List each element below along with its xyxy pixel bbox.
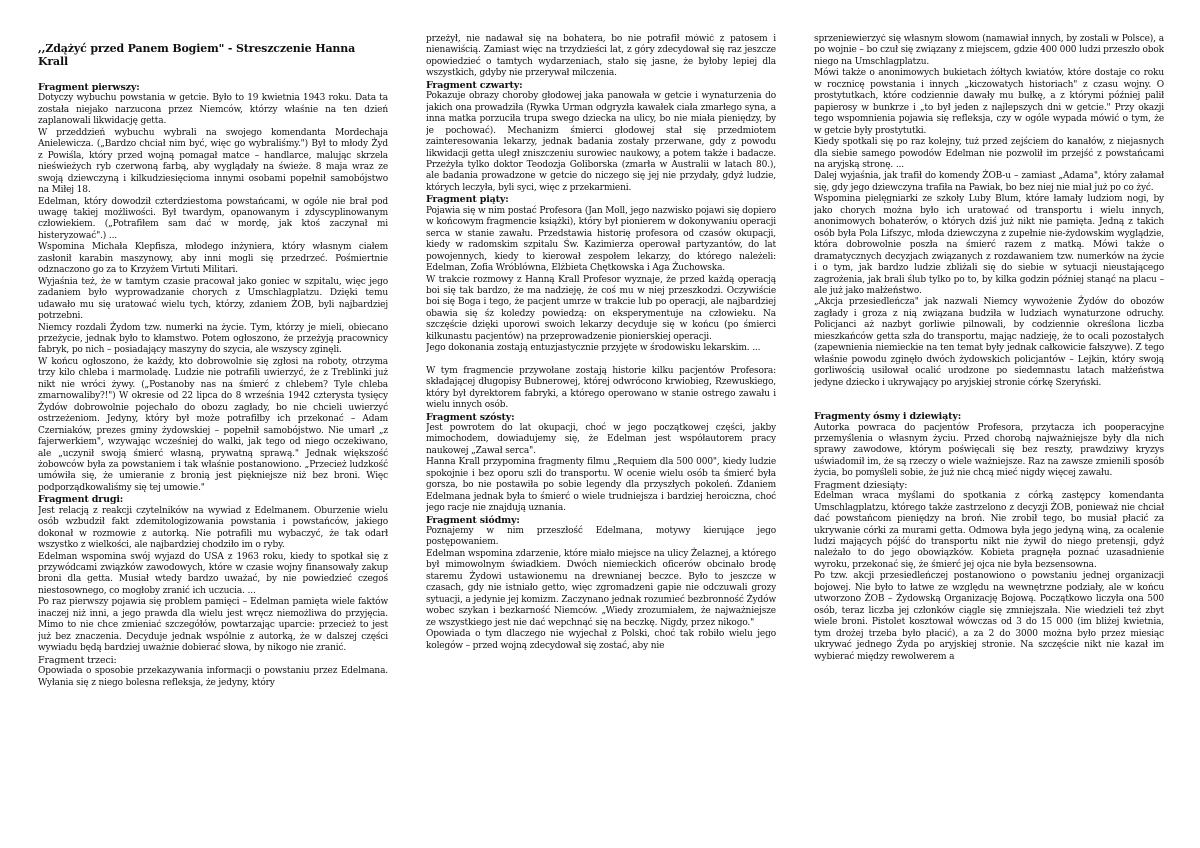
paragraph: W trakcie rozmowy z Hanną Krall Profesor wyznaje, że przed każdą operacją boi się tak bardzo, że ma nadzieję, że coś mu w niej przeszkodzi. Oczywiście boi się Boga i tego, że pacjent umrze w trakcie lub po operacji, ale najbardziej obawia się śz koledzy powiedzą: on eksperymentuje na człowieku. Na szczęście dzięki uporowi swoich lekarzy decyduje się w końcu (po śmierci kilkunastu pacjentów) na przeprowadzenie pionierskiej operacji.: [426, 274, 776, 342]
paragraph: Wspomina pielęgniarki ze szkoły Luby Blum, które łamały ludziom nogi, by jako chorych można było ich uratować od transportu i wielu innych, anonimowych bohaterów, o których dziś już nikt nie pamięta. Jedną z takich osób była Pola Lifszyc, młoda dziewczyna z zupełnie nie-żydowskim wyglądzie, która dobrowolnie poszła na śmierć razem z matką. Mówi także o dramatycznych decyzjach związanych z rozdawaniem tzw. numerków na życie i o tym, jak bardzo ludzie zbliżali się do siebie w sytuacji nieustającego zagrożenia, jak brali ślub tylko po to, by kilka godzin później stanąć na placu – ale już jako małżeństwo.: [814, 194, 1164, 296]
column-3: [814, 34, 1164, 834]
paragraph: Niemcy rozdali Żydom tzw. numerki na życie. Tym, którzy je mieli, obiecano przeżycie, jednak było to kłamstwo. Potem ogłoszono, że przeżyją pracownicy fabryk, po nich – posiadający maszyny do szycia, ale wszyscy zginęli.: [38, 322, 388, 356]
paragraph: Poznajemy w nim przeszłość Edelmana, motywy kierujące jego postępowaniem.: [426, 526, 776, 548]
section-heading: Fragmenty ósmy i dziewiąty:: [814, 411, 962, 423]
column-1: [38, 38, 388, 838]
paragraph: W przeddzień wybuchu wybrali na swojego komendanta Mordechaja Anielewicza. („Bardzo chciał nim być, więc go wybraliśmy.") Był to młody Żyd z Powiśla, który przed wojną pomagał matce – handlarce, malując skrzela nieświeżych ryb czerwoną farbą, aby wyglądały na świeże. 8 maja wraz ze swoją dziewczyną i kilkudziesięcioma innymi osobami popełnił samobójstwo na Miłej 18.: [38, 127, 388, 196]
section-heading: Fragment dziesiąty:: [814, 479, 908, 491]
column-2-body: [426, 34, 776, 652]
paragraph: Wyjaśnia też, że w tamtym czasie pracował jako goniec w szpitalu, więc jego zadaniem było wyprowadzanie chorych z Umschlagplatzu. Dzięki temu udawało mu się uratować wielu tych, którzy, zdaniem ŻOB, byli najbardziej potrzebni.: [38, 276, 388, 322]
paragraph: Wspomina Michała Klepfisza, młodego inżyniera, który własnym ciałem zasłonił karabin maszynowy, aby inni mogli się przedrzeć. Pośmiertnie odznaczono go za to Krzyżem Virtuti Militari.: [38, 242, 388, 276]
paragraph: „Akcja przesiedleńcza" jak nazwali Niemcy wywożenie Żydów do obozów zagłady i groza z nią związana budziła w ludziach wynaturzone odruchy. Policjanci aż nazbyt gorliwie pilnowali, by codziennie określona liczba mieszkańców getta szła do transportu, mając nadzieję, że to ocali pozostałych (zapewnienia niemieckie na ten temat były jednak całkowicie fałszywe). Z tego właśnie powodu zginęło dwóch żydowskich policjantów – Lejkin, który swoją gorliwością usiłował ocalić urodzone po siedemnastu latach małżeństwa jedyne dziecko i ukrywający po aryjskiej stronie córkę Szeryński.: [814, 297, 1164, 388]
paragraph: Jego dokonania zostają entuzjastycznie przyjęte w środowisku lekarskim. ...: [426, 343, 761, 354]
paragraph: Pojawia się w nim postać Profesora (Jan Moll, jego nazwisko pojawi się dopiero w końcowym fragmencie książki), który był pionierem w dokonywaniu operacji serca w stanie zawału. Przedstawia historię profesora od czasów okupacji, kiedy w radomskim szpitalu Św. Kazimierza operował partyzantów, do lat powojennych, kiedy to kierował zespołem lekarzy, do którego należeli: Edelman, Zofia Wróblówna, Elżbieta Chętkowska i Aga Żuchowska.: [426, 205, 776, 274]
paragraph: Pokazuje obrazy choroby głodowej jaka panowała w getcie i wynaturzenia do jakich ona prowadziła (Rywka Urman odgryzła kawałek ciała zmarłego syna, a inna matka porzuciła trupa swego dziecka na ulicy, bo nie miała pieniędzy, by je pochować). Mechanizm śmierci głodowej stał się przedmiotem zainteresowania lekarzy, jednak badania zostały przerwane, gdy z powodu likwidacji getta uległ zniszczeniu surowiec naukowy, a potem także i badacze. Przeżyła tylko doktor Teodozja Goliborska (zmarła w Australii w latach 80.), ale badania prowadzone w getcie do niczego się jej nie przydały, gdyż ludzie, których leczyła, byli syci, więc z przekarmieni.: [426, 91, 776, 193]
section-heading: Fragment drugi:: [38, 494, 124, 506]
paragraph: sprzeniewierzyć się własnym słowom (namawiał innych, by zostali w Polsce), a po wojnie – bo czuł się związany z miejscem, gdzie 400 000 ludzi przeszło obok niego na Umschlagplatzu.: [814, 34, 1164, 67]
column-1-body: [38, 82, 388, 689]
column-2: [426, 34, 776, 834]
paragraph: Po raz pierwszy pojawia się problem pamięci – Edelman pamięta wiele faktów inaczej niż inni, a jego prawda dla wielu jest wręcz niemożliwa do przyjęcia. Mimo to nie chce zmieniać szczegółów, powtarzając uparcie: przecież to jest już bez znaczenia. Decyduje jednak wspólnie z autorką, że w dalszej części wywiadu będą bardziej uważnie dobierać słowa, by nikogo nie zranić.: [38, 597, 388, 654]
paragraph: Edelman wspomina swój wyjazd do USA z 1963 roku, kiedy to spotkał się z przywódcami związków zawodowych, które w czasie wojny finansowały zakup broni dla getta. Musiał wtedy bardzo uważać, by nie powiedzieć czegoś niestosownego, co mogłoby zranić ich uczucia. ...: [38, 551, 388, 596]
section-heading: Fragment czwarty:: [426, 79, 523, 91]
paragraph: Edelman wspomina zdarzenie, które miało miejsce na ulicy Żelaznej, a którego był mimowolnym świadkiem. Dwóch niemieckich oficerów obcinało brodę staremu Żydowi ustawionemu na drewnianej beczce. Było to jeszcze w czasach, gdy nie istniało getto, więc zgromadzeni gapie nie odczuwali grozy sytuacji, a jedynie jej komizm. Zaczynano jednak rozumieć bezbronność Żydów wobec szykan i bezkarność Niemców. „Wiedy zrozumiałem, że najważniejsze ze wszystkiego jest nie dać wepchnąć się na beczkę. Nigdy, przez nikogo.": [426, 548, 776, 628]
paragraph: Edelman, który dowodził czterdziestoma powstańcami, w ogóle nie brał pod uwagę takiej możliwości. Był twardym, opanowanym i zdyscyplinowanym człowiekiem. („Potrafiłem sam dać w mordę, jak ktoś zaczynał mi histeryzować".) ...: [38, 196, 388, 241]
paragraph: Autorka powraca do pacjentów Profesora, przytacza ich pooperacyjne przemyślenia o własnym życiu. Przed chorobą najważniejsze były dla nich sprawy zawodowe, którym poświęcali się bez reszty, prawdziwy kryzys uświadomił im, że są rzeczy o wiele ważniejsze. Raz na zawsze zmienili sposób życia, bo pomyśleli sobie, że już nie chcą mieć nigdy więcej zawału.: [814, 422, 1164, 479]
section-heading: Fragment trzeci:: [38, 654, 117, 666]
paragraph: Hanna Krall przypomina fragmenty filmu „Requiem dla 500 000", kiedy ludzie spokojnie i bez oporu szli do transportu. W ocenie wielu osób ta śmierć była gorsza, bo nie postawiła po sobie legendy dla przyszłych pokoleń. Zdaniem Edelmana jednak była to śmierć o wiele trudniejsza i bardziej heroiczna, choć jego racje nie znajdują uznania.: [426, 457, 776, 514]
paragraph: Opowiada o tym dlaczego nie wyjechał z Polski, choć tak robiło wielu jego kolegów – przed wojną zdecydował się zostać, aby nie: [426, 629, 776, 651]
paragraph: Dalej wyjaśnia, jak trafił do komendy ŻOB-u – zamiast „Adama", który załamał się, gdy jego dziewczyna trafiła na Pawiak, bo bez niej nie miał już po co żyć.: [814, 171, 1164, 193]
section-heading: Fragment szósty:: [426, 411, 515, 423]
paragraph: Kiedy spotkali się po raz kolejny, tuż przed zejściem do kanałów, z niejasnych dla siebie samego powodów Edelman nie pozwolił im przejść z powstańcami na aryjską stronę. ...: [814, 137, 1164, 170]
paragraph: W tym fragmencie przywołane zostają historie kilku pacjentów Profesora: składającej długopisy Bubnerowej, której odwrócono krwiobieg, Rzewuskiego, który był dyrektorem fabryki, a którego operowano w stanie ostrego zawału i wielu innych osób.: [426, 365, 776, 411]
paragraph: Jest powrotem do lat okupacji, choć w jego początkowej części, jakby mimochodem, dowiadujemy się, że Edelman jest współautorem pracy naukowej „Zawał serca".: [426, 422, 776, 456]
paragraph: Opowiada o sposobie przekazywania informacji o powstaniu przez Edelmana. Wyłania się z niego bolesna refleksja, że jedyny, który: [38, 666, 388, 688]
document-title: ,,Zdążyć przed Panem Bogiem" - Streszczenie Hanna Krall: [38, 42, 356, 68]
section-heading: Fragment siódmy:: [426, 514, 520, 526]
paragraph: Dotyczy wybuchu powstania w getcie. Było to 19 kwietnia 1943 roku. Data ta została niejako narzucona przez Niemców, którzy właśnie na ten dzień zaplanowali likwidację getta.: [38, 93, 388, 127]
paragraph: Jest relacją z reakcji czytelników na wywiad z Edelmanem. Oburzenie wielu osób wzbudził fakt zdemitologizowania powstania i powstańców, jakiego dokonał w rozmowie z autorką. Nie potrafili mu wybaczyć, że tak odarł wszystko z wielkości, ale najbardziej chodziło im o ryby.: [38, 505, 388, 551]
paragraph: Po tzw. akcji przesiedleńczej postanowiono o powstaniu jednej organizacji bojowej. Nie było to łatwe ze względu na wewnętrzne podziały, ale w końcu utworzono ŻOB – Żydowską Organizację Bojową. Początkowo liczyła ona 500 osób, teraz liczba jej członków ciągle się zmniejszała. Nie wiedzieli też zbyt wiele broni. Pistolet kosztował wówczas od 3 do 15 000 (im bliżej kwietnia, tym drożej trzeba było płacić), a za 2 do 3000 można było przez miesiąc ukrywać jednego Żyda po aryjskiej stronie. Na szczęście nikt nie kazał im wybierać między rewolwerem a: [814, 571, 1164, 662]
paragraph: Mówi także o anonimowych bukietach żółtych kwiatów, które dostaje co roku w rocznicę powstania i innych „kiczowatych historiach" z czasu wojny. O prostytutkach, które codziennie dawały mu bułkę, a z którymi później palił papierosy w bunkrze i „to był jeden z najlepszych dni w getcie." Przy okazji tego wspomnienia pojawia się refleksja, czy w ogóle wypada mówić o tym, że w getcie były prostytutki.: [814, 68, 1164, 136]
section-heading: Fragment piąty:: [426, 194, 509, 206]
paragraph: Edelman wraca myślami do spotkania z córką zastępcy komendanta Umschlagplatzu, którego także zastrzelono z decyzji ŻOB, ponieważ nie chciał dać powstańcom pieniędzy na broń. Nie zrobił tego, bo musiał płacić za ukrywanie córki za murami getta. Odmowa była jego jedyną winą, za ocalenie ludzi mających pójść do transportu nikt nie żywił do niego pretensji, gdyż należało to do jego obowiązków. Kobieta pragnęła poznać uzasadnienie wyroku, przekonać się, że śmierć jej ojca nie była bezsensowna.: [814, 491, 1164, 570]
column-3-body: [814, 34, 1164, 663]
paragraph-spacer: [426, 355, 776, 366]
section-heading: Fragment pierwszy:: [38, 82, 140, 93]
paragraph: przeżył, nie nadawał się na bohatera, bo nie potrafił mówić z patosem i nienawiścią. Zamiast więc na trzydzieści lat, z góry zdecydował się raz jeszcze opowiedzieć o tamtych wydarzeniach, stało się jasne, że byłoby lepiej dla wszystkich, gdyby nie przerywał milczenia.: [426, 34, 776, 79]
paragraph: W końcu ogłoszono, że każdy, kto dobrowolnie się zgłosi na roboty, otrzyma trzy kilo chleba i marmoladę. Ludzie nie potrafili uwierzyć, że z Treblinki już nikt nie wróci żywy. („Postanoby nas na śmierć z chlebem? Tyle chleba zmarnowaliby?!") W okresie od 22 lipca do 8 września 1942 czterysta tysięcy Żydów dobrowolnie pojechało do obozu zagłady, bo nie chcieli uwierzyć ostrzeżeniom. Jedyny, który był może potrafiłby ich przekonać – Adam Czerniaków, prezes gminy żydowskiej – popełnił samobójstwo. Nie umarł „z fajerwerkiem", wzywając wcześniej do walki, jak tego od niego oczekiwano, ale „uczynił swoją śmierć własną, prywatną sprawą." Jednak większość żobowców była za powstaniem i tak właśnie postanowiono. „Przecież ludzkość umówiła się, że umieranie z bronią jest piękniejsze niż bez broni. Więc podporządkowaliśmy się tej umowie.": [38, 356, 388, 493]
